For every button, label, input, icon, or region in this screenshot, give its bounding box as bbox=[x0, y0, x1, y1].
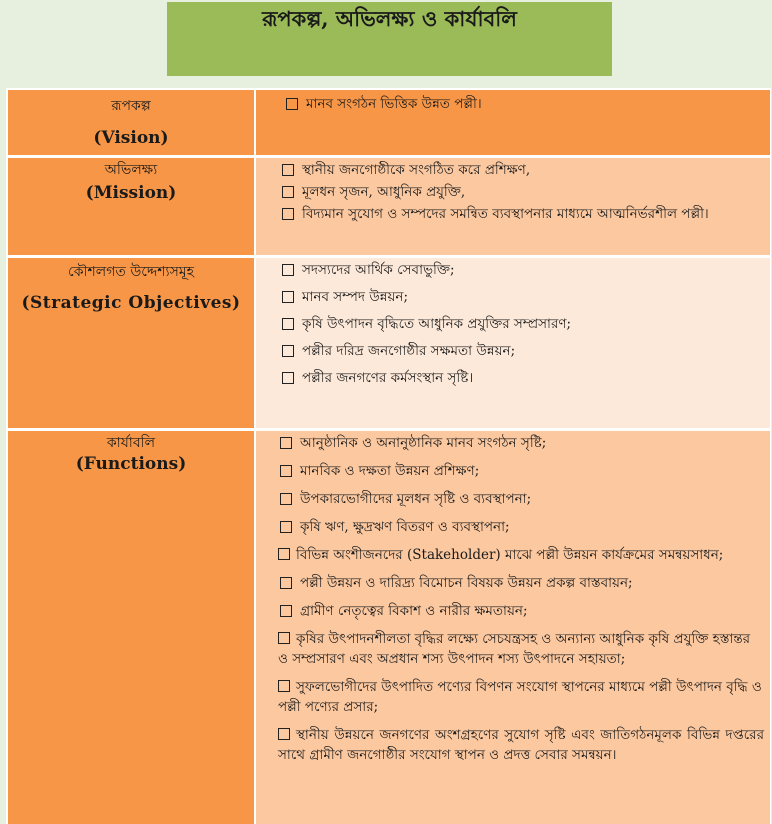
list-item: মানবিক ও দক্ষতা উন্নয়ন প্রশিক্ষণ; bbox=[278, 461, 764, 481]
list-item: সদস্যদের আর্থিক সেবাভুক্তি; bbox=[280, 260, 770, 280]
functions-content-cell bbox=[256, 431, 770, 824]
checkbox-icon bbox=[278, 632, 290, 644]
vision-content-cell bbox=[256, 90, 770, 155]
checkbox-icon bbox=[282, 186, 294, 198]
info-table bbox=[6, 88, 771, 824]
list-item: কৃষির উৎপাদনশীলতা বৃদ্ধির লক্ষ্যে সেচযন্ত্রসহ ও অন্যান্য আধুনিক কৃষি প্রযুক্তি হস্তান্তর ও সম্প্রসারণ এবং অপ্রধান শস্য উৎপাদন শস্য উৎপাদনে সহায়তা; bbox=[278, 631, 751, 667]
vision-label-en: (Vision) bbox=[93, 128, 169, 148]
mission-content-cell bbox=[256, 158, 770, 255]
objectives-label-bn: কৌশলগত উদ্দেশ্যসমূহ bbox=[68, 264, 194, 280]
checkbox-icon bbox=[282, 208, 294, 220]
list-item: পল্লীর দরিদ্র জনগোষ্ঠীর সক্ষমতা উন্নয়ন; bbox=[280, 341, 770, 361]
list-item: পল্লী উন্নয়ন ও দারিদ্র্য বিমোচন বিষয়ক উন্নয়ন প্রকল্প বাস্তবায়ন; bbox=[278, 573, 764, 593]
list-item: কৃষি ঋণ, ক্ষুদ্রঋণ বিতরণ ও ব্যবস্থাপনা; bbox=[278, 517, 764, 537]
checkbox-icon bbox=[278, 728, 290, 740]
checkbox-icon bbox=[280, 521, 292, 533]
functions-label-bn: কার্যাবলি bbox=[106, 435, 156, 451]
checkbox-icon bbox=[282, 164, 294, 176]
mission-label-cell bbox=[8, 158, 254, 255]
list-item: স্থানীয় উন্নয়নে জনগণের অংশগ্রহণের সুযোগ সৃষ্টি এবং জাতিগঠনমূলক বিভিন্ন দপ্তরের সাথে গ্রামীণ জনগোষ্ঠীর সংযোগ স্থাপন ও প্রদত্ত সেবার সমন্বয়ন। bbox=[278, 727, 764, 763]
list-item: উপকারভোগীদের মূলধন সৃষ্টি ও ব্যবস্থাপনা; bbox=[278, 489, 764, 509]
mission-label-en: (Mission) bbox=[85, 183, 177, 203]
functions-label-en: (Functions) bbox=[75, 454, 187, 474]
checkbox-icon bbox=[278, 680, 290, 692]
checkbox-icon bbox=[282, 372, 294, 384]
objectives-content-cell bbox=[256, 258, 770, 428]
list-item: গ্রামীণ নেতৃত্বের বিকাশ ও নারীর ক্ষমতায়ন; bbox=[278, 601, 764, 621]
list-item: কৃষি উৎপাদন বৃদ্ধিতে আধুনিক প্রযুক্তির সম্প্রসারণ; bbox=[280, 314, 770, 334]
checkbox-icon bbox=[282, 345, 294, 357]
functions-label-cell bbox=[8, 431, 254, 824]
list-item: মানব সংগঠন ভিত্তিক উন্নত পল্লী। bbox=[284, 94, 770, 114]
list-item: মূলধন সৃজন, আধুনিক প্রযুক্তি, bbox=[280, 182, 770, 202]
checkbox-icon bbox=[280, 577, 292, 589]
checkbox-icon bbox=[280, 493, 292, 505]
checkbox-icon bbox=[282, 318, 294, 330]
checkbox-icon bbox=[282, 291, 294, 303]
checkbox-icon bbox=[278, 548, 290, 560]
objectives-label-en: (Strategic Objectives) bbox=[21, 293, 241, 313]
checkbox-icon bbox=[280, 605, 292, 617]
checkbox-icon bbox=[280, 465, 292, 477]
checkbox-icon bbox=[280, 437, 292, 449]
list-item: বিভিন্ন অংশীজনদের (Stakeholder) মাঝে পল্লী উন্নয়ন কার্যক্রমের সমন্বয়সাধন; bbox=[278, 545, 764, 565]
list-item: সুফলভোগীদের উৎপাদিত পণ্যের বিপণন সংযোগ স্থাপনের মাধ্যমে পল্লী উৎপাদন বৃদ্ধি ও পল্লী পণ্যের প্রসার; bbox=[278, 679, 762, 715]
mission-label-bn: অভিলক্ষ্য bbox=[104, 162, 158, 178]
page-title: রূপকল্প, অভিলক্ষ্য ও কার্যাবলি bbox=[167, 2, 612, 76]
checkbox-icon bbox=[282, 264, 294, 276]
vision-label-cell bbox=[8, 90, 254, 155]
list-item: পল্লীর জনগণের কর্মসংস্থান সৃষ্টি। bbox=[280, 368, 770, 388]
list-item: স্থানীয় জনগোষ্ঠীকে সংগঠিত করে প্রশিক্ষণ, bbox=[280, 160, 770, 180]
list-item: আনুষ্ঠানিক ও অনানুষ্ঠানিক মানব সংগঠন সৃষ্টি; bbox=[278, 433, 764, 453]
checkbox-icon bbox=[286, 98, 298, 110]
objectives-label-cell bbox=[8, 258, 254, 428]
vision-label-bn: রূপকল্প bbox=[111, 98, 151, 114]
list-item: বিদ্যমান সুযোগ ও সম্পদের সমন্বিত ব্যবস্থাপনার মাধ্যমে আত্মনির্ভরশীল পল্লী। bbox=[280, 204, 770, 224]
list-item: মানব সম্পদ উন্নয়ন; bbox=[280, 287, 770, 307]
